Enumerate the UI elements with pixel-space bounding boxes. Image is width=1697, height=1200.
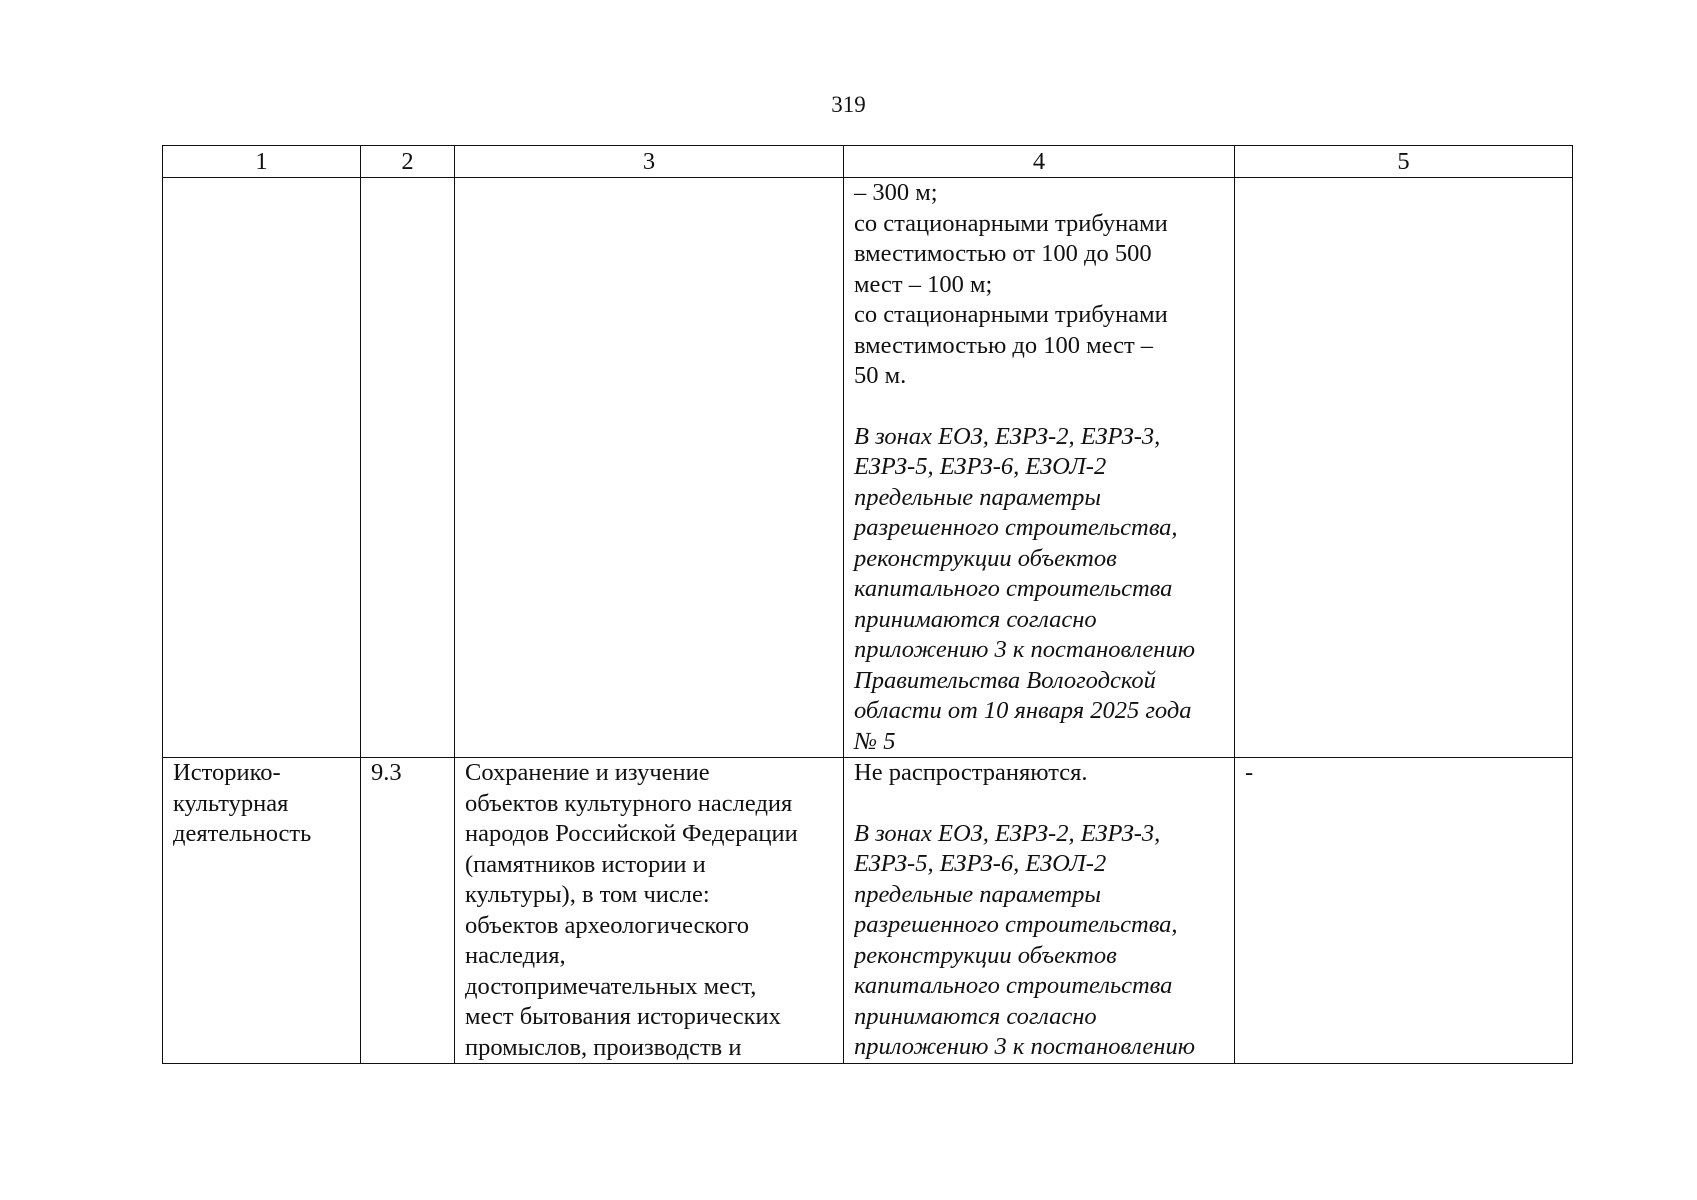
row1-col4-zones-note: В зонах ЕОЗ, ЕЗРЗ-2, ЕЗРЗ-3, ЕЗРЗ-5, ЕЗРЗ-6, ЕЗОЛ-2 предельные параметры разрешенного строительства, реконструкции объектов капитального строительства принимаются согласно приложению 3 к постановлению Правительства Вологодской области от 10 января 2025 года № 5 bbox=[854, 422, 1195, 755]
header-col-4: 4 bbox=[844, 146, 1235, 178]
row2-col5-dash: - bbox=[1245, 759, 1254, 786]
row2-col4-cell bbox=[844, 758, 1235, 1064]
header-row bbox=[163, 146, 1573, 178]
row2-col4-not-applicable: Не распространяются. bbox=[854, 759, 1088, 786]
row1-col3-cell bbox=[455, 178, 844, 758]
table-row-continued bbox=[163, 178, 1573, 758]
row1-col4-parameters-text: – 300 м; со стационарными трибунами вместимостью от 100 до 500 мест – 100 м; со стационарными трибунами вместимостью до 100 мест – 50 м. bbox=[854, 179, 1168, 389]
table-row-historical-cultural bbox=[163, 758, 1573, 1064]
regulations-table bbox=[162, 145, 1573, 1064]
row2-col5-cell bbox=[1235, 758, 1573, 1064]
row1-col5-cell bbox=[1235, 178, 1573, 758]
header-col-3: 3 bbox=[455, 146, 844, 178]
table-header bbox=[163, 146, 1573, 178]
page-number: 319 bbox=[831, 92, 866, 117]
row1-col1-cell bbox=[163, 178, 361, 758]
row1-col2-cell bbox=[361, 178, 455, 758]
row2-col3-cell bbox=[455, 758, 844, 1064]
row2-col1-cell bbox=[163, 758, 361, 1064]
row2-col4-zones-note: В зонах ЕОЗ, ЕЗРЗ-2, ЕЗРЗ-3, ЕЗРЗ-5, ЕЗРЗ-6, ЕЗОЛ-2 предельные параметры разрешенного строительства, реконструкции объектов капитального строительства принимаются согласно приложению 3 к постановлению bbox=[854, 819, 1195, 1060]
row2-code: 9.3 bbox=[371, 759, 402, 786]
row2-description: Сохранение и изучение объектов культурного наследия народов Российской Федерации (памятников истории и культуры), в том числе: объектов археологического наследия, достопримечательных мест, мест бытования исторических промыслов, производств и bbox=[465, 759, 798, 1061]
row2-col2-cell bbox=[361, 758, 455, 1064]
header-col-1: 1 bbox=[163, 146, 361, 178]
header-col-2: 2 bbox=[361, 146, 455, 178]
row1-col4-cell bbox=[844, 178, 1235, 758]
row2-activity-name: Историко- культурная деятельность bbox=[173, 759, 312, 847]
header-col-5: 5 bbox=[1235, 146, 1573, 178]
